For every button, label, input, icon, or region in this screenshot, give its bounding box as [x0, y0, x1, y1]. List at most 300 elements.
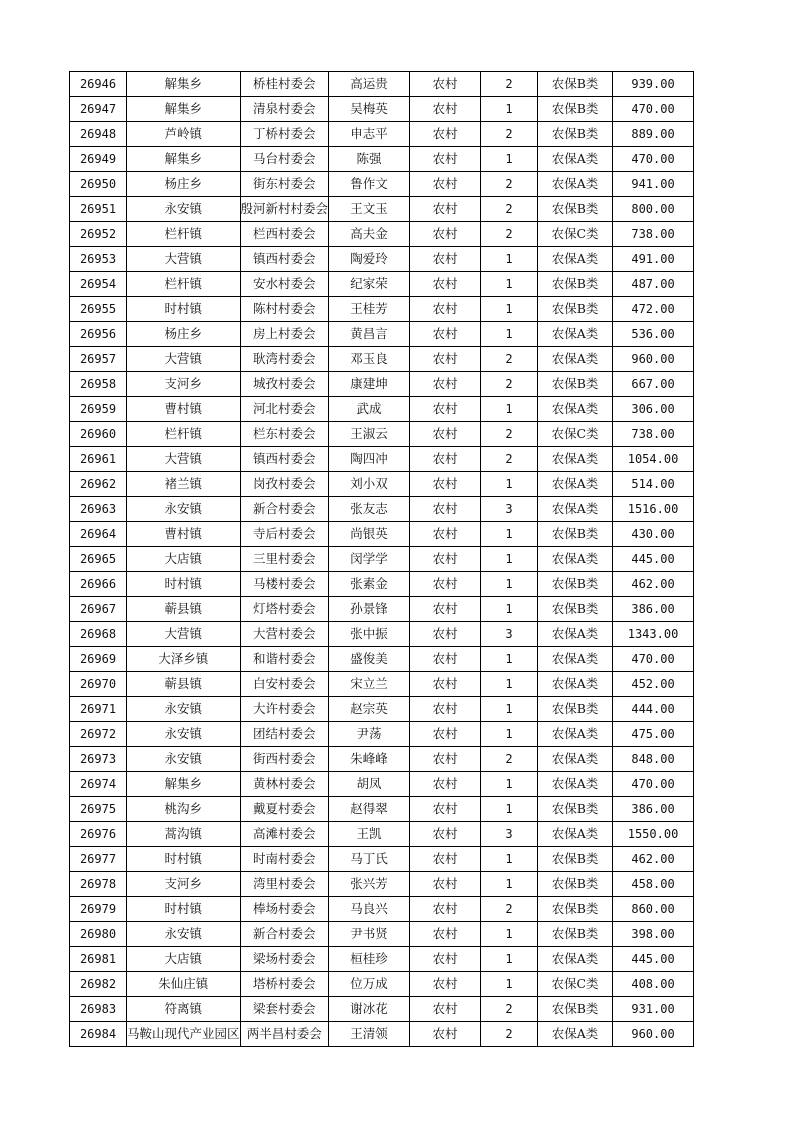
- category-cell: 农保A类: [538, 722, 613, 747]
- town-cell: 杨庄乡: [127, 172, 241, 197]
- type-cell: 农村: [410, 1022, 481, 1047]
- table-row: [70, 572, 694, 597]
- name-cell: 鲁作文: [329, 172, 410, 197]
- name-cell: 胡凤: [329, 772, 410, 797]
- amount-cell: 430.00: [613, 522, 694, 547]
- name-cell: 张中振: [329, 622, 410, 647]
- town-cell: 永安镇: [127, 747, 241, 772]
- row-id: 26972: [70, 722, 127, 747]
- town-cell: 蕲县镇: [127, 672, 241, 697]
- town-cell: 马鞍山现代产业园区: [127, 1022, 241, 1047]
- town-cell: 时村镇: [127, 572, 241, 597]
- amount-cell: 408.00: [613, 972, 694, 997]
- town-cell: 永安镇: [127, 697, 241, 722]
- village-cell: 塔桥村委会: [240, 972, 329, 997]
- category-cell: 农保A类: [538, 147, 613, 172]
- row-id: 26973: [70, 747, 127, 772]
- name-cell: 桓桂珍: [329, 947, 410, 972]
- amount-cell: 960.00: [613, 1022, 694, 1047]
- village-cell: 团结村委会: [240, 722, 329, 747]
- category-cell: 农保A类: [538, 447, 613, 472]
- row-id: 26956: [70, 322, 127, 347]
- category-cell: 农保A类: [538, 397, 613, 422]
- type-cell: 农村: [410, 297, 481, 322]
- amount-cell: 960.00: [613, 347, 694, 372]
- village-cell: 镇西村委会: [240, 447, 329, 472]
- category-cell: 农保A类: [538, 322, 613, 347]
- table-row: [70, 697, 694, 722]
- town-cell: 曹村镇: [127, 397, 241, 422]
- category-cell: 农保C类: [538, 222, 613, 247]
- town-cell: 栏杆镇: [127, 422, 241, 447]
- category-cell: 农保B类: [538, 997, 613, 1022]
- category-cell: 农保B类: [538, 847, 613, 872]
- table-row: [70, 222, 694, 247]
- row-id: 26984: [70, 1022, 127, 1047]
- table-row: [70, 422, 694, 447]
- village-cell: 街东村委会: [240, 172, 329, 197]
- name-cell: 刘小双: [329, 472, 410, 497]
- count-cell: 3: [481, 822, 538, 847]
- type-cell: 农村: [410, 422, 481, 447]
- category-cell: 农保B类: [538, 297, 613, 322]
- row-id: 26951: [70, 197, 127, 222]
- category-cell: 农保B类: [538, 72, 613, 97]
- town-cell: 朱仙庄镇: [127, 972, 241, 997]
- name-cell: 谢冰花: [329, 997, 410, 1022]
- type-cell: 农村: [410, 897, 481, 922]
- count-cell: 1: [481, 397, 538, 422]
- category-cell: 农保A类: [538, 347, 613, 372]
- village-cell: 丁桥村委会: [240, 122, 329, 147]
- name-cell: 陈强: [329, 147, 410, 172]
- count-cell: 1: [481, 672, 538, 697]
- name-cell: 陶四冲: [329, 447, 410, 472]
- amount-cell: 800.00: [613, 197, 694, 222]
- table-row: [70, 597, 694, 622]
- count-cell: 1: [481, 97, 538, 122]
- category-cell: 农保B类: [538, 697, 613, 722]
- table-row: [70, 322, 694, 347]
- name-cell: 朱峰峰: [329, 747, 410, 772]
- amount-cell: 444.00: [613, 697, 694, 722]
- amount-cell: 939.00: [613, 72, 694, 97]
- village-cell: 桥桂村委会: [240, 72, 329, 97]
- village-cell: 两半昌村委会: [240, 1022, 329, 1047]
- name-cell: 王凯: [329, 822, 410, 847]
- amount-cell: 1516.00: [613, 497, 694, 522]
- count-cell: 1: [481, 147, 538, 172]
- type-cell: 农村: [410, 522, 481, 547]
- name-cell: 马良兴: [329, 897, 410, 922]
- category-cell: 农保C类: [538, 972, 613, 997]
- row-id: 26975: [70, 797, 127, 822]
- table-row: [70, 872, 694, 897]
- row-id: 26974: [70, 772, 127, 797]
- amount-cell: 470.00: [613, 97, 694, 122]
- amount-cell: 1054.00: [613, 447, 694, 472]
- count-cell: 1: [481, 647, 538, 672]
- village-cell: 三里村委会: [240, 547, 329, 572]
- category-cell: 农保B类: [538, 797, 613, 822]
- type-cell: 农村: [410, 747, 481, 772]
- town-cell: 永安镇: [127, 197, 241, 222]
- category-cell: 农保A类: [538, 497, 613, 522]
- count-cell: 2: [481, 122, 538, 147]
- count-cell: 1: [481, 522, 538, 547]
- village-cell: 街西村委会: [240, 747, 329, 772]
- name-cell: 黄昌言: [329, 322, 410, 347]
- type-cell: 农村: [410, 672, 481, 697]
- row-id: 26967: [70, 597, 127, 622]
- type-cell: 农村: [410, 972, 481, 997]
- town-cell: 时村镇: [127, 847, 241, 872]
- amount-cell: 386.00: [613, 797, 694, 822]
- type-cell: 农村: [410, 272, 481, 297]
- amount-cell: 848.00: [613, 747, 694, 772]
- count-cell: 1: [481, 772, 538, 797]
- name-cell: 康建坤: [329, 372, 410, 397]
- town-cell: 大营镇: [127, 347, 241, 372]
- name-cell: 尹书贤: [329, 922, 410, 947]
- amount-cell: 462.00: [613, 847, 694, 872]
- table-row: [70, 622, 694, 647]
- town-cell: 大店镇: [127, 947, 241, 972]
- name-cell: 尚银英: [329, 522, 410, 547]
- table-row: [70, 972, 694, 997]
- row-id: 26947: [70, 97, 127, 122]
- town-cell: 永安镇: [127, 497, 241, 522]
- type-cell: 农村: [410, 172, 481, 197]
- name-cell: 孙景锋: [329, 597, 410, 622]
- village-cell: 陈村村委会: [240, 297, 329, 322]
- amount-cell: 738.00: [613, 422, 694, 447]
- name-cell: 张素金: [329, 572, 410, 597]
- town-cell: 永安镇: [127, 722, 241, 747]
- table-row: [70, 947, 694, 972]
- category-cell: 农保B类: [538, 122, 613, 147]
- type-cell: 农村: [410, 772, 481, 797]
- table-row: [70, 997, 694, 1022]
- category-cell: 农保A类: [538, 747, 613, 772]
- row-id: 26968: [70, 622, 127, 647]
- name-cell: 申志平: [329, 122, 410, 147]
- amount-cell: 386.00: [613, 597, 694, 622]
- name-cell: 马丁氏: [329, 847, 410, 872]
- type-cell: 农村: [410, 372, 481, 397]
- count-cell: 2: [481, 422, 538, 447]
- row-id: 26977: [70, 847, 127, 872]
- count-cell: 1: [481, 572, 538, 597]
- name-cell: 吴梅英: [329, 97, 410, 122]
- type-cell: 农村: [410, 472, 481, 497]
- town-cell: 永安镇: [127, 922, 241, 947]
- town-cell: 蒿沟镇: [127, 822, 241, 847]
- count-cell: 1: [481, 947, 538, 972]
- village-cell: 殷河新村村委会: [240, 197, 329, 222]
- amount-cell: 470.00: [613, 147, 694, 172]
- category-cell: 农保A类: [538, 247, 613, 272]
- town-cell: 大营镇: [127, 447, 241, 472]
- name-cell: 武成: [329, 397, 410, 422]
- village-cell: 湾里村委会: [240, 872, 329, 897]
- count-cell: 1: [481, 322, 538, 347]
- type-cell: 农村: [410, 97, 481, 122]
- row-id: 26980: [70, 922, 127, 947]
- row-id: 26969: [70, 647, 127, 672]
- village-cell: 新合村委会: [240, 497, 329, 522]
- row-id: 26978: [70, 872, 127, 897]
- category-cell: 农保A类: [538, 772, 613, 797]
- type-cell: 农村: [410, 847, 481, 872]
- count-cell: 2: [481, 747, 538, 772]
- amount-cell: 470.00: [613, 647, 694, 672]
- row-id: 26960: [70, 422, 127, 447]
- village-cell: 新合村委会: [240, 922, 329, 947]
- village-cell: 河北村委会: [240, 397, 329, 422]
- type-cell: 农村: [410, 322, 481, 347]
- name-cell: 张友志: [329, 497, 410, 522]
- village-cell: 马台村委会: [240, 147, 329, 172]
- category-cell: 农保B类: [538, 97, 613, 122]
- name-cell: 赵得翠: [329, 797, 410, 822]
- town-cell: 大店镇: [127, 547, 241, 572]
- amount-cell: 445.00: [613, 547, 694, 572]
- type-cell: 农村: [410, 122, 481, 147]
- category-cell: 农保A类: [538, 1022, 613, 1047]
- table-row: [70, 897, 694, 922]
- type-cell: 农村: [410, 347, 481, 372]
- village-cell: 房上村委会: [240, 322, 329, 347]
- count-cell: 1: [481, 972, 538, 997]
- town-cell: 曹村镇: [127, 522, 241, 547]
- town-cell: 符离镇: [127, 997, 241, 1022]
- category-cell: 农保A类: [538, 822, 613, 847]
- name-cell: 纪家荣: [329, 272, 410, 297]
- town-cell: 大泽乡镇: [127, 647, 241, 672]
- type-cell: 农村: [410, 547, 481, 572]
- village-cell: 大营村委会: [240, 622, 329, 647]
- count-cell: 2: [481, 197, 538, 222]
- row-id: 26959: [70, 397, 127, 422]
- town-cell: 解集乡: [127, 147, 241, 172]
- village-cell: 黄林村委会: [240, 772, 329, 797]
- name-cell: 宋立兰: [329, 672, 410, 697]
- row-id: 26983: [70, 997, 127, 1022]
- amount-cell: 1550.00: [613, 822, 694, 847]
- type-cell: 农村: [410, 922, 481, 947]
- name-cell: 陶爱玲: [329, 247, 410, 272]
- town-cell: 栏杆镇: [127, 222, 241, 247]
- table-row: [70, 747, 694, 772]
- town-cell: 解集乡: [127, 72, 241, 97]
- town-cell: 桃沟乡: [127, 797, 241, 822]
- village-cell: 安水村委会: [240, 272, 329, 297]
- category-cell: 农保A类: [538, 947, 613, 972]
- table-row: [70, 522, 694, 547]
- town-cell: 栏杆镇: [127, 272, 241, 297]
- row-id: 26957: [70, 347, 127, 372]
- row-id: 26954: [70, 272, 127, 297]
- name-cell: 邓玉良: [329, 347, 410, 372]
- row-id: 26955: [70, 297, 127, 322]
- type-cell: 农村: [410, 997, 481, 1022]
- amount-cell: 452.00: [613, 672, 694, 697]
- amount-cell: 667.00: [613, 372, 694, 397]
- town-cell: 时村镇: [127, 297, 241, 322]
- village-cell: 白安村委会: [240, 672, 329, 697]
- table-body: [70, 72, 694, 1047]
- category-cell: 农保A类: [538, 172, 613, 197]
- name-cell: 张兴芳: [329, 872, 410, 897]
- table-row: [70, 97, 694, 122]
- amount-cell: 470.00: [613, 772, 694, 797]
- village-cell: 棒场村委会: [240, 897, 329, 922]
- name-cell: 王清领: [329, 1022, 410, 1047]
- row-id: 26962: [70, 472, 127, 497]
- table-row: [70, 472, 694, 497]
- count-cell: 2: [481, 1022, 538, 1047]
- count-cell: 1: [481, 722, 538, 747]
- amount-cell: 458.00: [613, 872, 694, 897]
- count-cell: 3: [481, 497, 538, 522]
- count-cell: 2: [481, 447, 538, 472]
- village-cell: 栏西村委会: [240, 222, 329, 247]
- data-table: [69, 71, 694, 1047]
- type-cell: 农村: [410, 247, 481, 272]
- name-cell: 王桂芳: [329, 297, 410, 322]
- row-id: 26982: [70, 972, 127, 997]
- row-id: 26971: [70, 697, 127, 722]
- name-cell: 高运贵: [329, 72, 410, 97]
- count-cell: 1: [481, 847, 538, 872]
- type-cell: 农村: [410, 597, 481, 622]
- amount-cell: 472.00: [613, 297, 694, 322]
- type-cell: 农村: [410, 397, 481, 422]
- town-cell: 支河乡: [127, 872, 241, 897]
- name-cell: 王淑云: [329, 422, 410, 447]
- row-id: 26961: [70, 447, 127, 472]
- table-row: [70, 922, 694, 947]
- row-id: 26970: [70, 672, 127, 697]
- table-row: [70, 797, 694, 822]
- count-cell: 2: [481, 372, 538, 397]
- category-cell: 农保B类: [538, 522, 613, 547]
- type-cell: 农村: [410, 497, 481, 522]
- town-cell: 大营镇: [127, 622, 241, 647]
- count-cell: 2: [481, 172, 538, 197]
- count-cell: 2: [481, 72, 538, 97]
- table-row: [70, 647, 694, 672]
- type-cell: 农村: [410, 872, 481, 897]
- count-cell: 1: [481, 247, 538, 272]
- table-row: [70, 272, 694, 297]
- category-cell: 农保B类: [538, 597, 613, 622]
- type-cell: 农村: [410, 647, 481, 672]
- village-cell: 高滩村委会: [240, 822, 329, 847]
- village-cell: 寺后村委会: [240, 522, 329, 547]
- village-cell: 梁场村委会: [240, 947, 329, 972]
- name-cell: 闵学学: [329, 547, 410, 572]
- row-id: 26964: [70, 522, 127, 547]
- type-cell: 农村: [410, 72, 481, 97]
- table-row: [70, 372, 694, 397]
- table-row: [70, 822, 694, 847]
- amount-cell: 931.00: [613, 997, 694, 1022]
- count-cell: 1: [481, 697, 538, 722]
- category-cell: 农保B类: [538, 922, 613, 947]
- name-cell: 高夫金: [329, 222, 410, 247]
- table-row: [70, 722, 694, 747]
- row-id: 26952: [70, 222, 127, 247]
- row-id: 26979: [70, 897, 127, 922]
- type-cell: 农村: [410, 197, 481, 222]
- amount-cell: 445.00: [613, 947, 694, 972]
- row-id: 26976: [70, 822, 127, 847]
- village-cell: 岗孜村委会: [240, 472, 329, 497]
- table-row: [70, 297, 694, 322]
- amount-cell: 941.00: [613, 172, 694, 197]
- category-cell: 农保B类: [538, 897, 613, 922]
- town-cell: 褚兰镇: [127, 472, 241, 497]
- village-cell: 戴夏村委会: [240, 797, 329, 822]
- town-cell: 芦岭镇: [127, 122, 241, 147]
- town-cell: 解集乡: [127, 772, 241, 797]
- table-row: [70, 772, 694, 797]
- type-cell: 农村: [410, 222, 481, 247]
- table-row: [70, 1022, 694, 1047]
- count-cell: 2: [481, 897, 538, 922]
- amount-cell: 487.00: [613, 272, 694, 297]
- amount-cell: 306.00: [613, 397, 694, 422]
- table-row: [70, 147, 694, 172]
- category-cell: 农保A类: [538, 647, 613, 672]
- village-cell: 和谐村委会: [240, 647, 329, 672]
- row-id: 26948: [70, 122, 127, 147]
- type-cell: 农村: [410, 572, 481, 597]
- village-cell: 镇西村委会: [240, 247, 329, 272]
- table-row: [70, 347, 694, 372]
- amount-cell: 1343.00: [613, 622, 694, 647]
- category-cell: 农保A类: [538, 547, 613, 572]
- amount-cell: 491.00: [613, 247, 694, 272]
- category-cell: 农保B类: [538, 572, 613, 597]
- table-row: [70, 497, 694, 522]
- row-id: 26981: [70, 947, 127, 972]
- type-cell: 农村: [410, 722, 481, 747]
- village-cell: 梁套村委会: [240, 997, 329, 1022]
- village-cell: 大许村委会: [240, 697, 329, 722]
- name-cell: 尹荡: [329, 722, 410, 747]
- category-cell: 农保A类: [538, 622, 613, 647]
- table-row: [70, 122, 694, 147]
- count-cell: 1: [481, 597, 538, 622]
- category-cell: 农保A类: [538, 472, 613, 497]
- table-row: [70, 447, 694, 472]
- category-cell: 农保B类: [538, 272, 613, 297]
- category-cell: 农保C类: [538, 422, 613, 447]
- count-cell: 1: [481, 922, 538, 947]
- category-cell: 农保A类: [538, 672, 613, 697]
- type-cell: 农村: [410, 797, 481, 822]
- category-cell: 农保B类: [538, 372, 613, 397]
- village-cell: 栏东村委会: [240, 422, 329, 447]
- village-cell: 马楼村委会: [240, 572, 329, 597]
- table-row: [70, 172, 694, 197]
- amount-cell: 475.00: [613, 722, 694, 747]
- name-cell: 赵宗英: [329, 697, 410, 722]
- count-cell: 1: [481, 872, 538, 897]
